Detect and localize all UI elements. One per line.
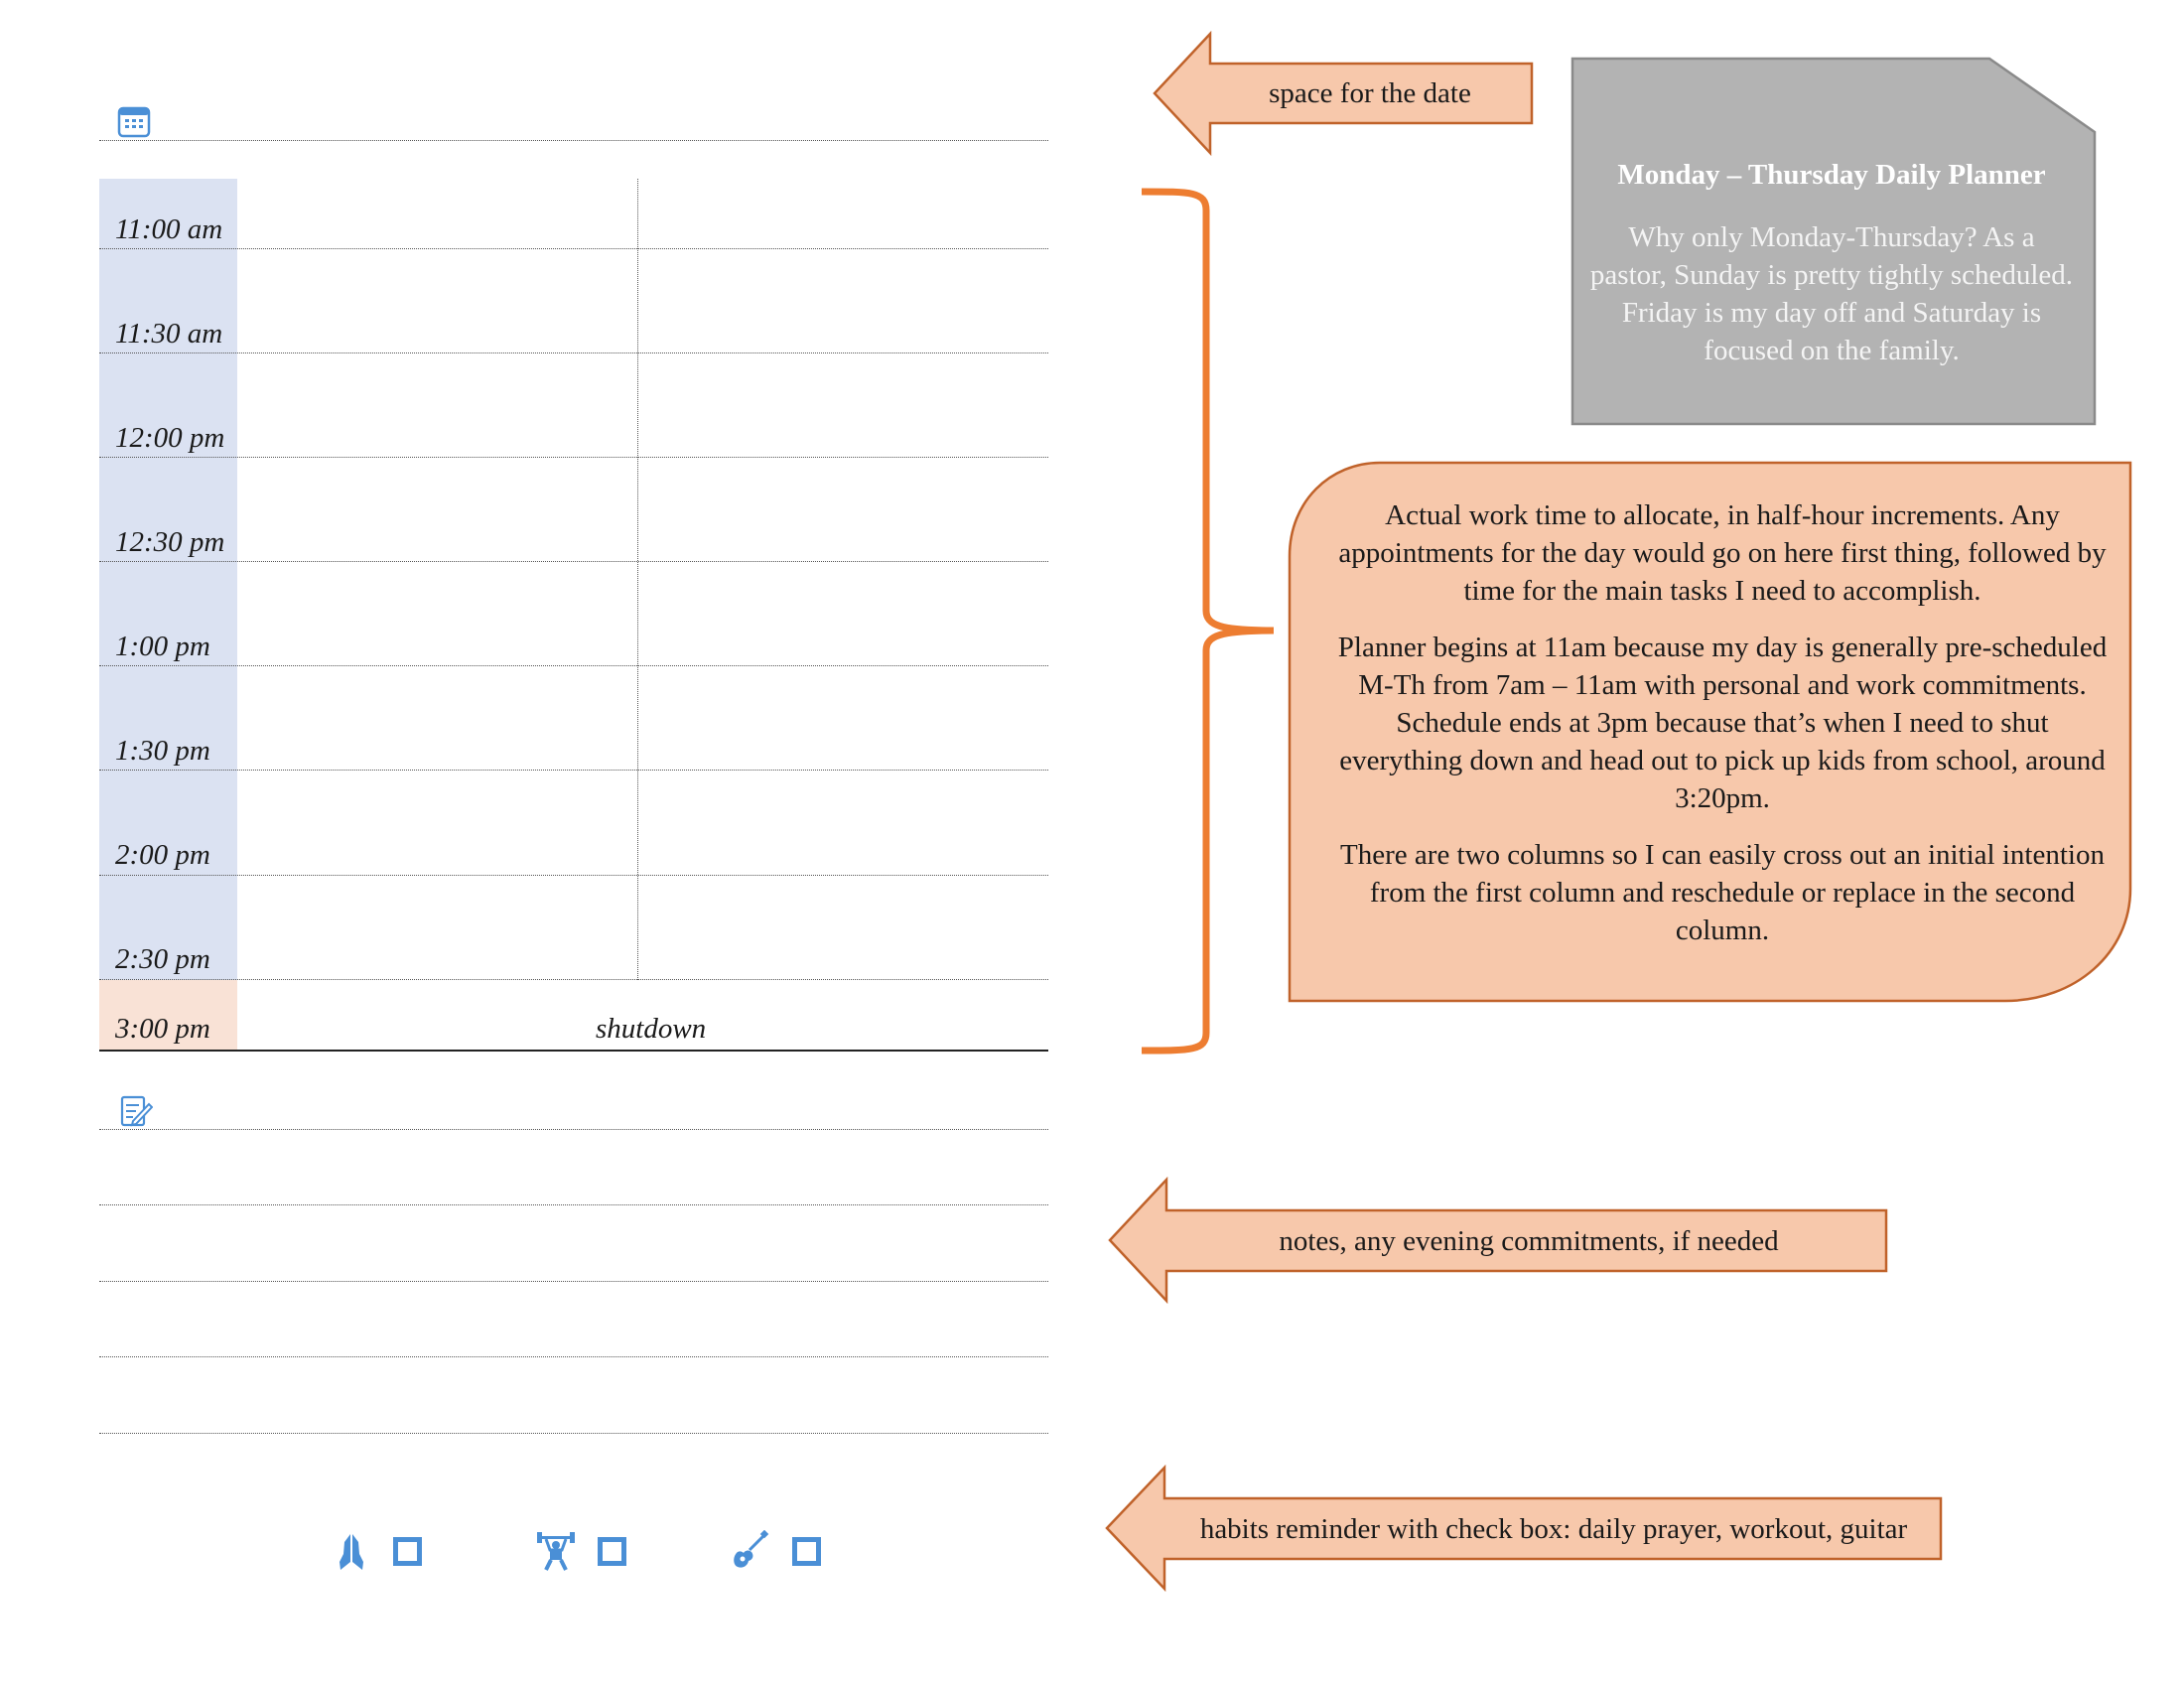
work-time-card-body xyxy=(1335,496,2110,968)
time-label: 12:30 pm xyxy=(115,526,225,558)
work-time-paragraph: There are two columns so I can easily cross out an initial intention from the first column and reschedule or replace in the second column. xyxy=(1340,839,2105,946)
work-time-paragraph: Planner begins at 11am because my day is generally pre-scheduled M-Th from 7am – 11am with personal and work commitments. Schedule ends at 3pm because that’s when I need to shut everything down and head out to pick up kids from school, around 3:20pm. xyxy=(1337,632,2108,814)
time-label: 2:30 pm xyxy=(115,943,210,975)
time-label: 2:00 pm xyxy=(115,839,210,871)
time-label: 12:00 pm xyxy=(115,422,225,454)
shutdown-label: shutdown xyxy=(596,1013,707,1045)
title-card-heading: Monday – Thursday Daily Planner xyxy=(1617,159,2046,191)
schedule-brace xyxy=(1142,192,1274,1051)
habits-callout-text: habits reminder with check box: daily prayer, workout, guitar xyxy=(1199,1513,1908,1545)
work-time-paragraph: Actual work time to allocate, in half-hour increments. Any appointments for the day would go on here first thing, followed by time for the main tasks I need to accomplish. xyxy=(1338,499,2107,607)
time-label: 11:00 am xyxy=(115,213,223,245)
time-label: 1:30 pm xyxy=(115,735,210,767)
time-label: 11:30 am xyxy=(115,318,223,350)
time-label-shutdown: 3:00 pm xyxy=(115,1013,210,1045)
title-card-body: Why only Monday-Thursday? As a pastor, Sunday is pretty tightly scheduled. Friday is my day off and Saturday is focused on the family. xyxy=(1589,221,2074,366)
date-callout-text: space for the date xyxy=(1269,77,1471,109)
time-label: 1:00 pm xyxy=(115,631,210,662)
notes-callout-text: notes, any evening commitments, if needed xyxy=(1279,1225,1779,1257)
